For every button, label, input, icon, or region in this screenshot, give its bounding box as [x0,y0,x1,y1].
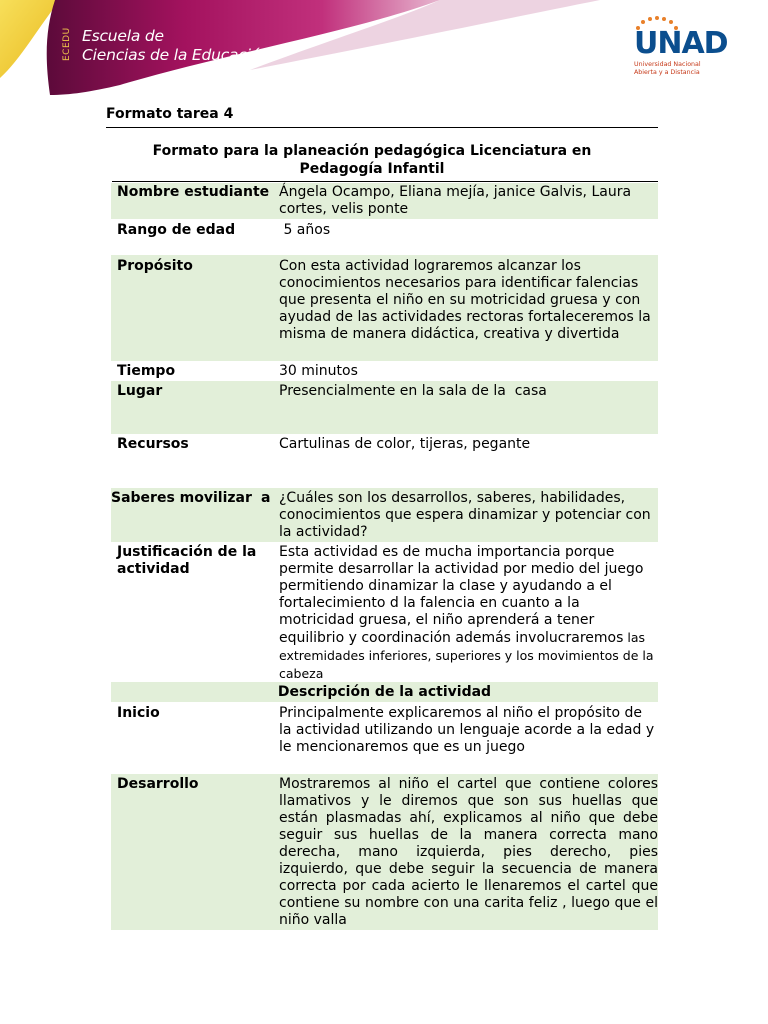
row-inicio [111,702,658,774]
value-justificacion [279,544,658,683]
formato-title: Formato tarea 4 [106,106,234,122]
label-tiempo: Tiempo [117,363,176,379]
value-proposito: Con esta actividad lograremos alcanzar los conocimientos necesarios para identificar falencias que presenta el niño en su motricidad gruesa y con ayudad de las actividades rectoras fortaleceremos la misma de manera didáctica, creativa y divertida [279,258,651,342]
row-tiempo [111,361,658,381]
value-tiempo: 30 minutos [279,363,358,379]
label-saberes-movilizar: Saberes movilizar [111,490,252,506]
header-banner [0,0,768,95]
table-title: Formato para la planeación pedagógica Licenciatura en Pedagogía Infantil [152,143,592,177]
table-top-border [112,181,658,182]
label-proposito: Propósito [117,258,193,274]
label-recursos: Recursos [117,436,189,452]
school-name-line2: Ciencias de la Educación [82,46,270,64]
value-saberes: ¿Cuáles son los desarrollos, saberes, habilidades, conocimientos que espera dinamizar y potenciar con la actividad? [279,490,651,540]
label-saberes-a: a [261,490,271,506]
row-justificacion [111,542,658,682]
row-saberes [111,488,658,542]
school-name-line1: Escuela de [82,27,164,45]
value-inicio: Principalmente explicaremos al niño el propósito de la actividad utilizando un lenguaje acorde a la edad y le mencionaremos que es un juego [279,705,655,755]
unad-subtitle-1: Universidad Nacional [634,61,701,68]
value-recursos: Cartulinas de color, tijeras, pegante [279,436,531,452]
value-nombre-estudiante: Ángela Ocampo, Eliana mejía, janice Galvis, Laura cortes, velis ponte [279,184,632,217]
label-lugar: Lugar [117,383,163,399]
title-divider [106,127,658,128]
row-proposito [111,255,658,361]
ecedu-tag: ECEDU [62,27,72,61]
section-descripcion-actividad: Descripción de la actividad [277,684,492,700]
row-descripcion-actividad [111,682,658,702]
row-desarrollo [111,774,658,930]
row-lugar [111,381,658,434]
label-nombre-estudiante: Nombre estudiante [117,184,270,200]
unad-wordmark: UNAD [634,26,728,61]
row-nombre-estudiante [111,183,658,219]
label-inicio: Inicio [117,705,160,721]
value-desarrollo: Mostraremos al niño el cartel que contiene colores llamativos y le diremos que son sus huellas que están plasmadas ahí, explicamos al niño que debe seguir sus huellas de la manera correcta mano derecha, mano izquierda, pies derecho, pies izquierdo, que debe seguir la secuencia de manera correcta por cada acierto le llenaremos el cartel que contiene su nombre con una carita feliz , luego que el niño valla [279,776,658,928]
value-justificacion-main: Esta actividad es de mucha importancia porque permite desarrollar la actividad por medio del juego permitiendo dinamizar la clase y ayudando a el fortalecimiento d la falencia en cuanto a la motricidad gruesa, el niño aprenderá a tener equilibrio y coordinación además involucraremos [279,544,644,646]
value-justificacion-tail: las extremidades inferiores, superiores y los movimientos de la cabeza [279,630,654,681]
label-desarrollo: Desarrollo [117,776,199,792]
value-rango-edad: 5 años [279,222,331,238]
row-recursos [111,434,658,488]
value-lugar: Presencialmente en la sala de la casa [279,383,547,399]
unad-subtitle-2: Abierta y a Distancia [634,69,700,76]
label-rango-edad: Rango de edad [117,222,236,238]
row-rango-edad [111,219,658,255]
unad-logo [630,16,728,80]
label-justificacion: Justificación de la actividad [117,544,257,577]
